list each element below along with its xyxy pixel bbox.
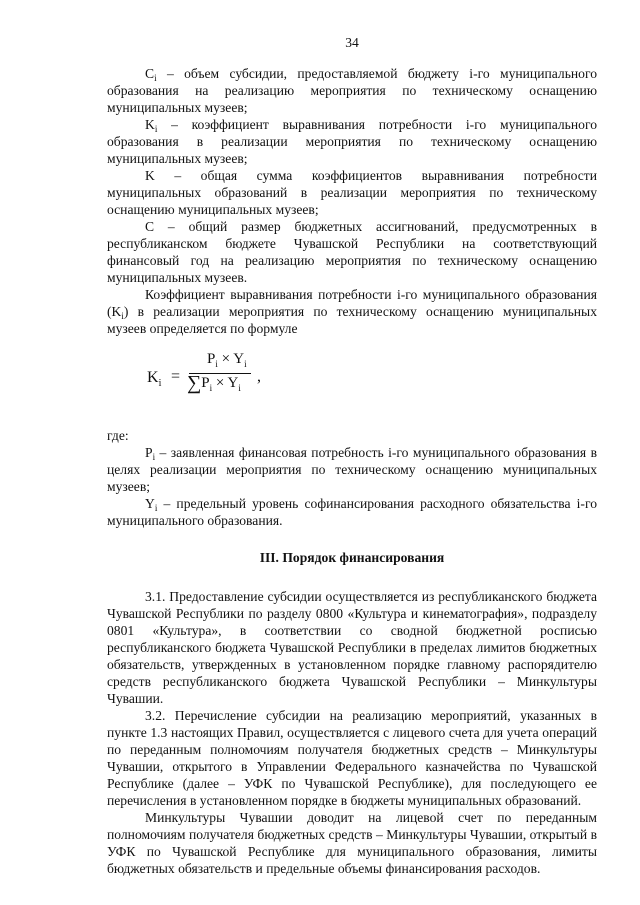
subscript-i: i (154, 73, 157, 83)
paragraph-3-1: 3.1. Предоставление субсидии осуществляется из республиканского бюджета Чувашской Республики по разделу 0800 «Культура и кинематография», подразделу 0801 «Культура», в соответствии со сводной бюджетной росписью республиканского бюджета Чувашской Республики в пределах лимитов бюджетных обязательств, утвержденных в установленном порядке главному распорядителю средств республиканского бюджета Чувашской Республики – Минкультуры Чувашии. (107, 589, 597, 706)
symbol-y: Y (145, 496, 155, 511)
symbol-k: K (145, 117, 155, 132)
definition-text: – объем субсидии, предоставляемой бюджету i-го муниципального образования на реализацию мероприятия по техническому оснащению муниципальных музеев; (107, 66, 597, 115)
sum-sign: ∑ (187, 372, 202, 394)
definition-ki (107, 116, 597, 167)
denominator-p: P (201, 375, 210, 391)
document-page (107, 34, 597, 877)
numerator-times: × (221, 351, 231, 367)
definition-ci (107, 65, 597, 116)
subscript-i: i (154, 503, 158, 513)
formula-equals: = (171, 368, 181, 385)
formula-ki (107, 351, 597, 415)
definition-pi (107, 444, 597, 495)
formula-comma: , (257, 368, 261, 385)
formula-numerator (207, 351, 247, 368)
denominator-y: Y (227, 375, 239, 391)
coefficient-intro (107, 286, 597, 337)
subscript-i: i (152, 452, 156, 462)
formula-lhs-subscript: i (158, 378, 162, 389)
section-title: III. Порядок финансирования (259, 550, 445, 565)
definition-yi (107, 495, 597, 529)
page-number: 34 (345, 35, 359, 50)
intro-before: Коэффициент выравнивания потребности i-го муниципального образования (K (107, 287, 597, 319)
definition-k: K – общая сумма коэффициентов выравнивания потребности муниципальных образований в реализации мероприятия по техническому оснащению муниципальных музеев; (107, 168, 597, 217)
formula-denominator (187, 372, 241, 394)
numerator-y-subscript: i (244, 359, 247, 369)
definition-text: – коэффициент выравнивания потребности i-го муниципального образования в реализации мероприятия по техническому оснащению муниципальных музеев; (107, 117, 597, 166)
symbol-p: P (145, 445, 153, 460)
formula-lhs (147, 369, 162, 389)
symbol-c: C (145, 66, 155, 81)
denominator-y-subscript: i (238, 383, 241, 393)
definition-c: C – общий размер бюджетных ассигнований, предусмотренных в республиканском бюджете Чувашской Республики на соответствующий финансовый год на реализацию мероприятия по техническому оснащению муниципальных музеев. (107, 219, 597, 285)
denominator-times: × (215, 375, 225, 391)
subscript-i: i (154, 124, 158, 134)
denominator-p-subscript: i (209, 383, 213, 393)
subscript-i: i (121, 311, 124, 321)
intro-after: ) в реализации мероприятия по техническому оснащению муниципальных музеев определяется по формуле (107, 304, 597, 336)
numerator-p-subscript: i (215, 359, 218, 369)
formula-lhs-symbol: K (147, 369, 159, 386)
definition-text: – предельный уровень софинансирования расходного обязательства i-го муниципального образования. (107, 496, 597, 528)
numerator-p: P (207, 351, 216, 367)
paragraph-3-2: 3.2. Перечисление субсидии на реализацию мероприятий, указанных в пункте 1.3 настоящих Правил, осуществляется с лицевого счета для учета операций по переданным полномочиям получателя бюджетных средств – Минкультуры Чувашии, открытого в Управлении Федерального казначейства по Чувашской Республике (далее – УФК по Чувашской Республике), для последующего ее перечисления в установленном порядке в бюджеты муниципальных образований. (107, 708, 597, 808)
numerator-y: Y (233, 351, 245, 367)
where-label: где: (107, 428, 129, 443)
paragraph-limits: Минкультуры Чувашии доводит на лицевой счет по переданным полномочиям получателя бюджетных средств – Минкультуры Чувашии, открытый в УФК по Чувашской Республике для муниципального образования, лимиты бюджетных обязательств и предельные объемы финансирования расходов. (107, 810, 597, 876)
definition-text: – заявленная финансовая потребность i-го муниципального образования в целях реализации мероприятия по техническому оснащению муниципальных музеев; (107, 445, 597, 494)
